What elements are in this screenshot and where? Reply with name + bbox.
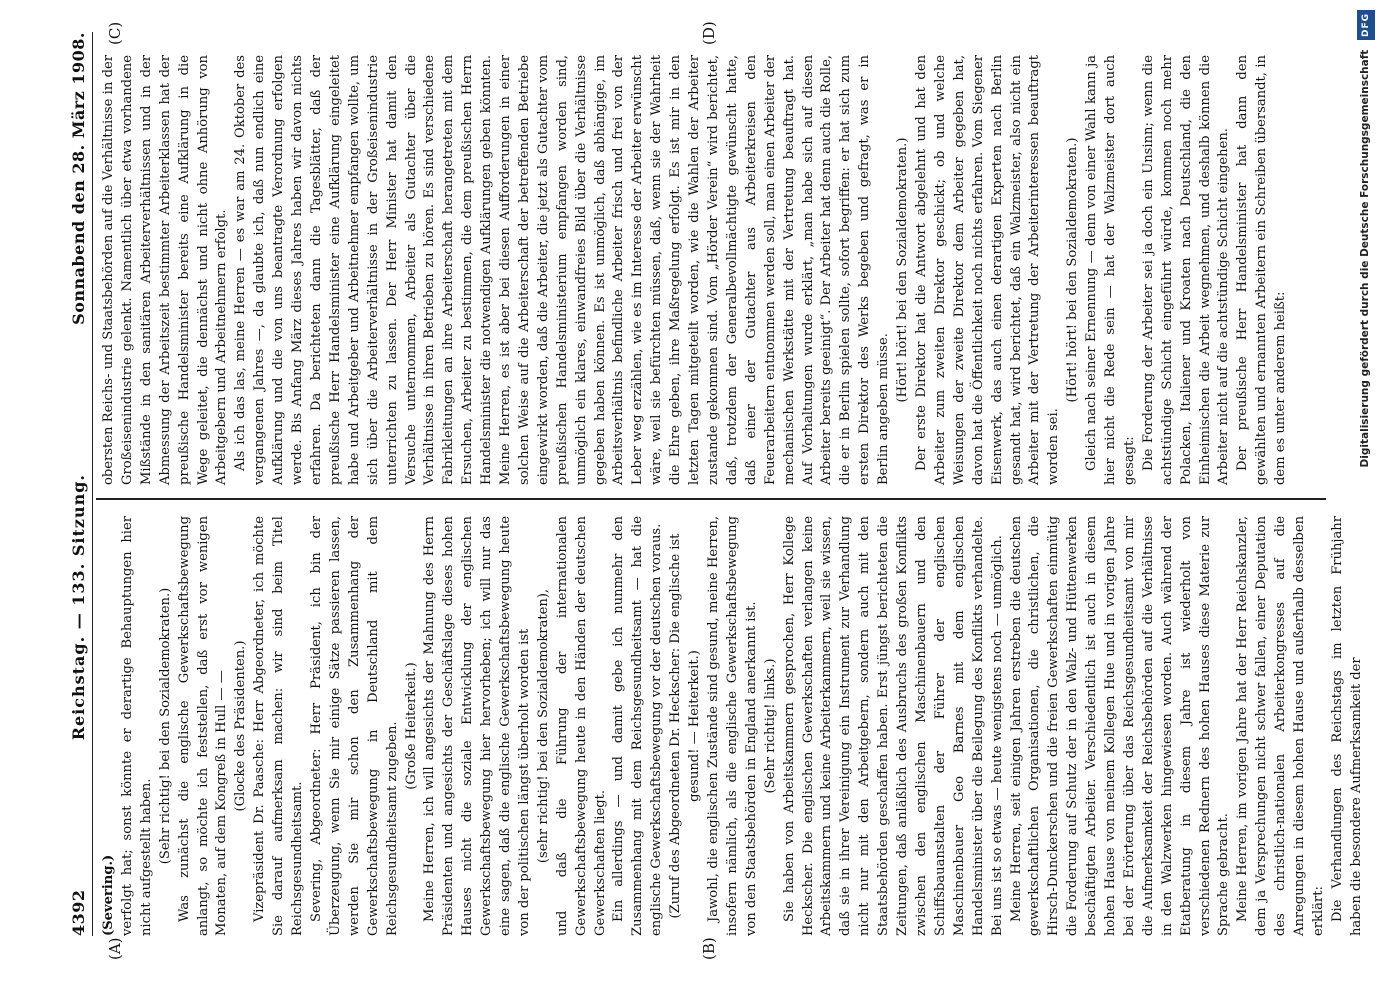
paragraph: Der preußische Herr Handelsminister hat dann den gewählten und ernannten Arbeitern ein Schreiben übersandt, in dem es unter anderem heißt: (1235, 55, 1289, 485)
interjection: (Hört! hört! bei den Sozialdemokraten.) (895, 137, 911, 403)
paragraph: Meine Herren, seit einigen Jahren erstreben die deutschen gewerkschaftlichen Organisationen, die christlichen, die Hirsch-Dunckerschen und die freien Gewerkschaften einmütig die Forderung auf Schutz der in den Walz- und Hüttenwerken beschäftigten Arbeiter. Verschiedentlich ist auch in diesem hohen Hause von meinem Kollegen Hue und in vorigen Jahre bei der Erörterung über das Reichsgesundheitsamt von mir die Aufmerksamkeit der Reichsbehörden auf die Verhältnisse in den Walzwerken hingewiesen worden. Auch während der Etatberatung in diesem Jahre ist wiederholt von verschiedenen Rednern des hohen Hauses diese Materie zur Sprache gebracht. (1008, 516, 1232, 936)
header-rule (92, 32, 93, 936)
interjection: (Große Heiterkeit.) (403, 662, 419, 790)
digitization-credit (1356, 10, 1374, 990)
paragraph: Ein allerdings — und damit gebe ich nunmehr den Zusammenhang mit dem Reichsgesundheitsamt — hat die englische Gewerkschaftsbewegung vor der deutschen voraus. (611, 516, 665, 936)
speaker-tag: (Severing.) (101, 854, 116, 936)
interjection: (Glocke des Präsidenten.) (233, 640, 249, 812)
interjection: (sehr richtig! bei den Sozialdemokraten), (535, 588, 551, 864)
interjection: (Hört! hört! bei den Sozialdemokraten.) (1065, 137, 1081, 403)
margin-marker-a: (A) (106, 937, 124, 960)
quotation: Die Forderung der Arbeiter sei ja doch ein Unsinn; wenn die achtstündige Schicht eingeführt würde, kommen noch mehr Polacken, Italiener und Kroaten nach Deutschland, die den Einheimischen die Arbeit wegnehmen, und deshalb können die Arbeiter nicht auf die achtstündige Schicht eingehen. (1140, 55, 1232, 485)
paragraph: Severing, Abgeordneter: Herr Präsident, ich bin der Überzeugung, wenn Sie mir einige Sätze passieren lassen, werden Sie mir schon den Zusammenhang der Gewerkschaftsbewegung in Deutschland mit dem Reichsgesundheitsamt zugeben. (308, 516, 400, 936)
interjection: (Sehr richtig! bei den Sozialdemokraten.) (157, 587, 173, 865)
quotation: Die Verhandlungen des Reichstags im letzten Frühjahr haben die besondere Aufmerksamkeit der (1329, 516, 1364, 936)
paragraph: verfolgt hat; sonst könnte er derartige Behauptungen hier nicht aufgestellt haben. (119, 516, 154, 936)
paragraph: Der erste Direktor hat die Antwort abgelehnt und hat den Arbeiter zum zweiten Direktor geschickt; ob und welche Weisungen der zweite Direktor dem Arbeiter gegeben hat, davon hat die Öffentlichkeit noch nichts erfahren. Vom Siegener Eisenwerk, das auch einen derartigen Experten nach Berlin gesandt hat, wird berichtet, daß ein Walzmeister, also nicht ein Arbeiter mit der Vertretung der Arbeiterinteressen beauftragt worden sei. (913, 55, 1062, 485)
page-header (66, 32, 90, 936)
paragraph: Jawohl, die englischen Zustände sind gesund, meine Herren, insofern nämlich, als die englische Gewerkschaftsbewegung von den Staatsbehörden in England anerkannt ist. (706, 516, 759, 936)
paragraph: Sie haben von Arbeitskammern gesprochen, Herr Kollege Heckscher. Die englischen Gewerkschaften verlangen keine Arbeitskammern und keine Arbeiterkammern, weil sie wissen, daß sie in ihrer Vereinigung ein Instrument zur Verhandlung nicht nur mit den Arbeitgebern, sondern auch mit den Staatsbehörden geschaffen haben. Erst jüngst berichteten die Zeitungen, daß anläßlich des Ausbruchs des großen Konflikts zwischen den englischen Maschinenbauern und den Schiffsbauanstalten der Führer der englischen Maschinenbauer Geo Barnes mit dem englischen Handelsminister über die Beilegung des Konflikts verhandelte. Bei uns ist so etwas — heute wenigstens noch — unmöglich. (781, 516, 1005, 936)
paragraph: Als ich das las, meine Herren — es war am 24. Oktober des vergangenen Jahres —, da glaubte ich, daß nun endlich eine Aufklärung und die von uns beantragte Verordnung erfolgen werde. Bis Anfang März dieses Jahres haben wir davon nichts erfahren. Da berichteten dann die Tagesblätter, daß der preußische Herr Handelsminister eine Aufklärung eingeleitet habe und Arbeitgeber und Arbeitnehmer empfangen wollte, um sich über die Arbeiterverhältnisse in der Großeisenindustrie unterrichten zu lassen. Der Herr Minister hat damit den Versuche unternommen, Arbeiter als Gutachter über die Verhältnisse in ihren Betrieben zu hören. Es sind verschiedene Fabrikleitungen an ihre Arbeiterschaft herangetreten mit dem Ersuchen, Arbeiter zu bestimmen, die dem preußischen Herrn Handelsminister die notwendigen Aufklärungen geben könnten. Meine Herren, es ist aber bei diesen Aufforderungen in einer solchen Weise auf die Arbeiterschaft der betreffenden Betriebe eingewirkt worden, daß die Arbeiter, die jetzt als Gutachter vom preußischen Handelsministerium empfangen worden sind, unmöglich ein klares, einwandfreies Bild über die Verhältnisse gegeben haben können. Es ist unmöglich, daß abhängige, im Arbeitsverhältnis befindliche Arbeiter frisch und frei von der Leber weg erzählen, wie es im Interesse der Arbeiter erwünscht wäre, weil sie befürchten müssen, daß, wenn sie der Wahrheit die Ehre geben, ihre Maßregelung erfolgt. Es ist mir in den letzten Tagen mitgeteilt worden, wie die Wahlen der Arbeiter zustande gekommen sind. Vom „Hörder Verein“ wird berichtet, daß, trotzdem der Generalbevollmächtigte gewünscht hatte, daß einer der Gutachter aus Arbeiterkreisen den Feuerarbeitern entnommen werden soll, man einen Arbeiter der mechanischen Werkstätte mit der Vertretung beauftragt hat. Auf Vorhaltungen wurde erklärt, „man habe sich auf diesen Arbeiter bereits geeinigt“. Der Arbeiter hat denn auch die Rolle, die er in Berlin spielen sollte, sofort begriffen: er hat sich zum ersten Direktor des Werks begeben und gefragt, was er in Berlin angeben müsse. (233, 55, 892, 485)
margin-marker-d: (D) (700, 21, 718, 45)
left-column (100, 516, 1367, 936)
quotation: obersten Reichs- und Staatsbehörden auf die Verhältnisse in der Großeisenindustrie gelenkt. Namentlich über etwa vorhandene Mißstände in den sanitären Arbeiterverhältnissen und in der Abmessung der Arbeitszeit bestimmter Arbeiterklassen hat der preußische Handelsminister bereits eine Aufklärung in die Wege geleitet, die dennächst und nicht ohne Anhörung von Arbeitgebern und Arbeitnehmern erfolgt. (101, 55, 230, 485)
column-divider (96, 498, 1326, 500)
page-number: 4392 (68, 889, 88, 936)
paragraph: Meine Herren, im vorigen Jahre hat der Herr Reichskanzler, dem ja Versprechungen nicht schwer fallen, einer Deputation des christlich-nationalen Arbeiterkongresses auf die Anregungen in diesem hohen Hause und außerhalb desselben erklärt: (1235, 516, 1326, 936)
paragraph: Meine Herren, ich will angesichts der Mahnung des Herrn Präsidenten und angesichts der Geschäftslage dieses hohen Hauses nicht die soziale Entwicklung der englischen Gewerkschaftsbewegung hier hervorheben; ich will nur das eine sagen, daß die englische Gewerkschaftsbewegung heute von der politischen längst überholt worden ist (422, 516, 532, 936)
paragraph: Gleich nach seiner Ernennung — denn von einer Wahl kann ja hier nicht die Rede sein — hat der Walzmeister dort auch gesagt: (1084, 55, 1137, 485)
margin-marker-b: (B) (700, 937, 718, 960)
session-date: Sonnabend den 28. März 1908. (68, 32, 88, 325)
dfg-logo: DFG (1357, 10, 1375, 40)
margin-marker-c: (C) (106, 21, 124, 45)
interjection: (Zuruf des Abgeordneten Dr. Heckscher: Die englische ist gesund! — Heiterkeit.) (668, 533, 703, 919)
interjection: (Sehr richtig! links.) (762, 658, 778, 794)
paragraph: Vizepräsident Dr. Paasche: Herr Abgeordneter, ich möchte Sie darauf aufmerksam machen: wir sind beim Titel Reichsgesundheitsamt. (252, 516, 306, 936)
paragraph: und daß die Führung der internationalen Gewerkschaftsbewegung heute in den Händen der deutschen Gewerkschaften liegt. (554, 516, 608, 936)
paragraph: Was zunächst die englische Gewerkschaftsbewegung anlangt, so möchte ich feststellen, daß erst vor wenigen Monaten, auf dem Kongreß in Hull — — (176, 516, 230, 936)
right-column (100, 55, 1291, 485)
credit-text: Digitalisierung gefördert durch die Deutsche Forschungsgemeinschaft (1359, 49, 1371, 468)
session-title: Reichstag. — 133. Sitzung. (68, 474, 88, 741)
